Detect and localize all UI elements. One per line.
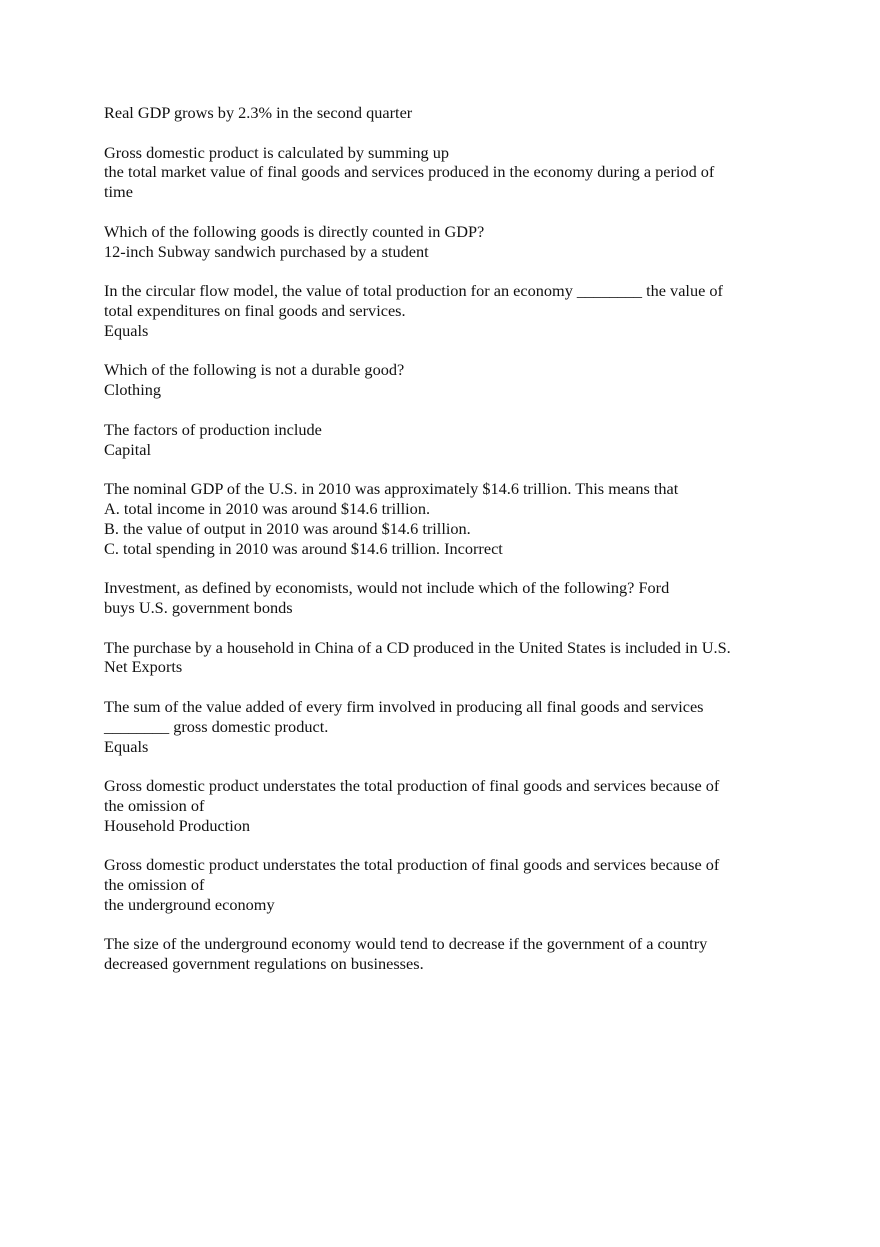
paragraph-circular-flow	[104, 281, 774, 340]
text-line: Real GDP grows by 2.3% in the second quarter	[104, 103, 413, 122]
answer-line: time	[104, 182, 133, 202]
question-line: Which of the following goods is directly counted in GDP?	[104, 221, 485, 241]
question-line: the omission of	[104, 795, 205, 815]
paragraph-net-exports	[104, 638, 774, 678]
paragraph-gdp-definition	[104, 143, 774, 202]
paragraph-household-production	[104, 776, 774, 835]
paragraph-goods-counted	[104, 222, 774, 262]
answer-line: Equals	[104, 320, 149, 340]
answer-line: Capital	[104, 439, 152, 459]
question-line: Gross domestic product understates the total production of final goods and services because of	[104, 855, 720, 875]
document-page	[104, 103, 774, 994]
question-line: The nominal GDP of the U.S. in 2010 was approximately $14.6 trillion. This means that	[104, 479, 679, 499]
answer-line: Equals	[104, 736, 149, 756]
option-line: B. the value of output in 2010 was around $14.6 trillion.	[104, 518, 471, 538]
answer-line: Household Production	[104, 815, 251, 835]
answer-line: the total market value of final goods and services produced in the economy during a period of	[104, 162, 715, 182]
answer-line: the underground economy	[104, 894, 275, 914]
paragraph-durable-good	[104, 360, 774, 400]
answer-line: Clothing	[104, 380, 161, 400]
option-line: A. total income in 2010 was around $14.6 trillion.	[104, 498, 431, 518]
answer-line: Net Exports	[104, 657, 183, 677]
question-line: the omission of	[104, 875, 205, 895]
paragraph-underground-size	[104, 934, 774, 974]
question-line: The purchase by a household in China of a CD produced in the United States is included in U.S.	[104, 637, 731, 657]
paragraph-underground-economy	[104, 855, 774, 914]
question-line: Gross domestic product understates the total production of final goods and services because of	[104, 776, 720, 796]
answer-line: decreased government regulations on businesses.	[104, 954, 424, 974]
question-line: The sum of the value added of every firm involved in producing all final goods and services	[104, 696, 704, 716]
paragraph-real-gdp	[104, 103, 774, 123]
paragraph-investment	[104, 578, 774, 618]
paragraph-value-added	[104, 697, 774, 756]
option-line: C. total spending in 2010 was around $14.6 trillion. Incorrect	[104, 538, 503, 558]
paragraph-nominal-gdp	[104, 479, 774, 558]
question-line: Gross domestic product is calculated by summing up	[104, 142, 450, 162]
question-line: The factors of production include	[104, 419, 322, 439]
paragraph-factors-production	[104, 420, 774, 460]
question-line: Investment, as defined by economists, would not include which of the following? Ford	[104, 578, 670, 598]
answer-line: buys U.S. government bonds	[104, 597, 293, 617]
question-line: ________ gross domestic product.	[104, 716, 329, 736]
question-line: total expenditures on final goods and services.	[104, 300, 406, 320]
answer-line: 12-inch Subway sandwich purchased by a student	[104, 241, 429, 261]
question-line: Which of the following is not a durable good?	[104, 360, 405, 380]
question-line: In the circular flow model, the value of total production for an economy ________ the value of	[104, 281, 723, 301]
question-line: The size of the underground economy would tend to decrease if the government of a country	[104, 934, 708, 954]
